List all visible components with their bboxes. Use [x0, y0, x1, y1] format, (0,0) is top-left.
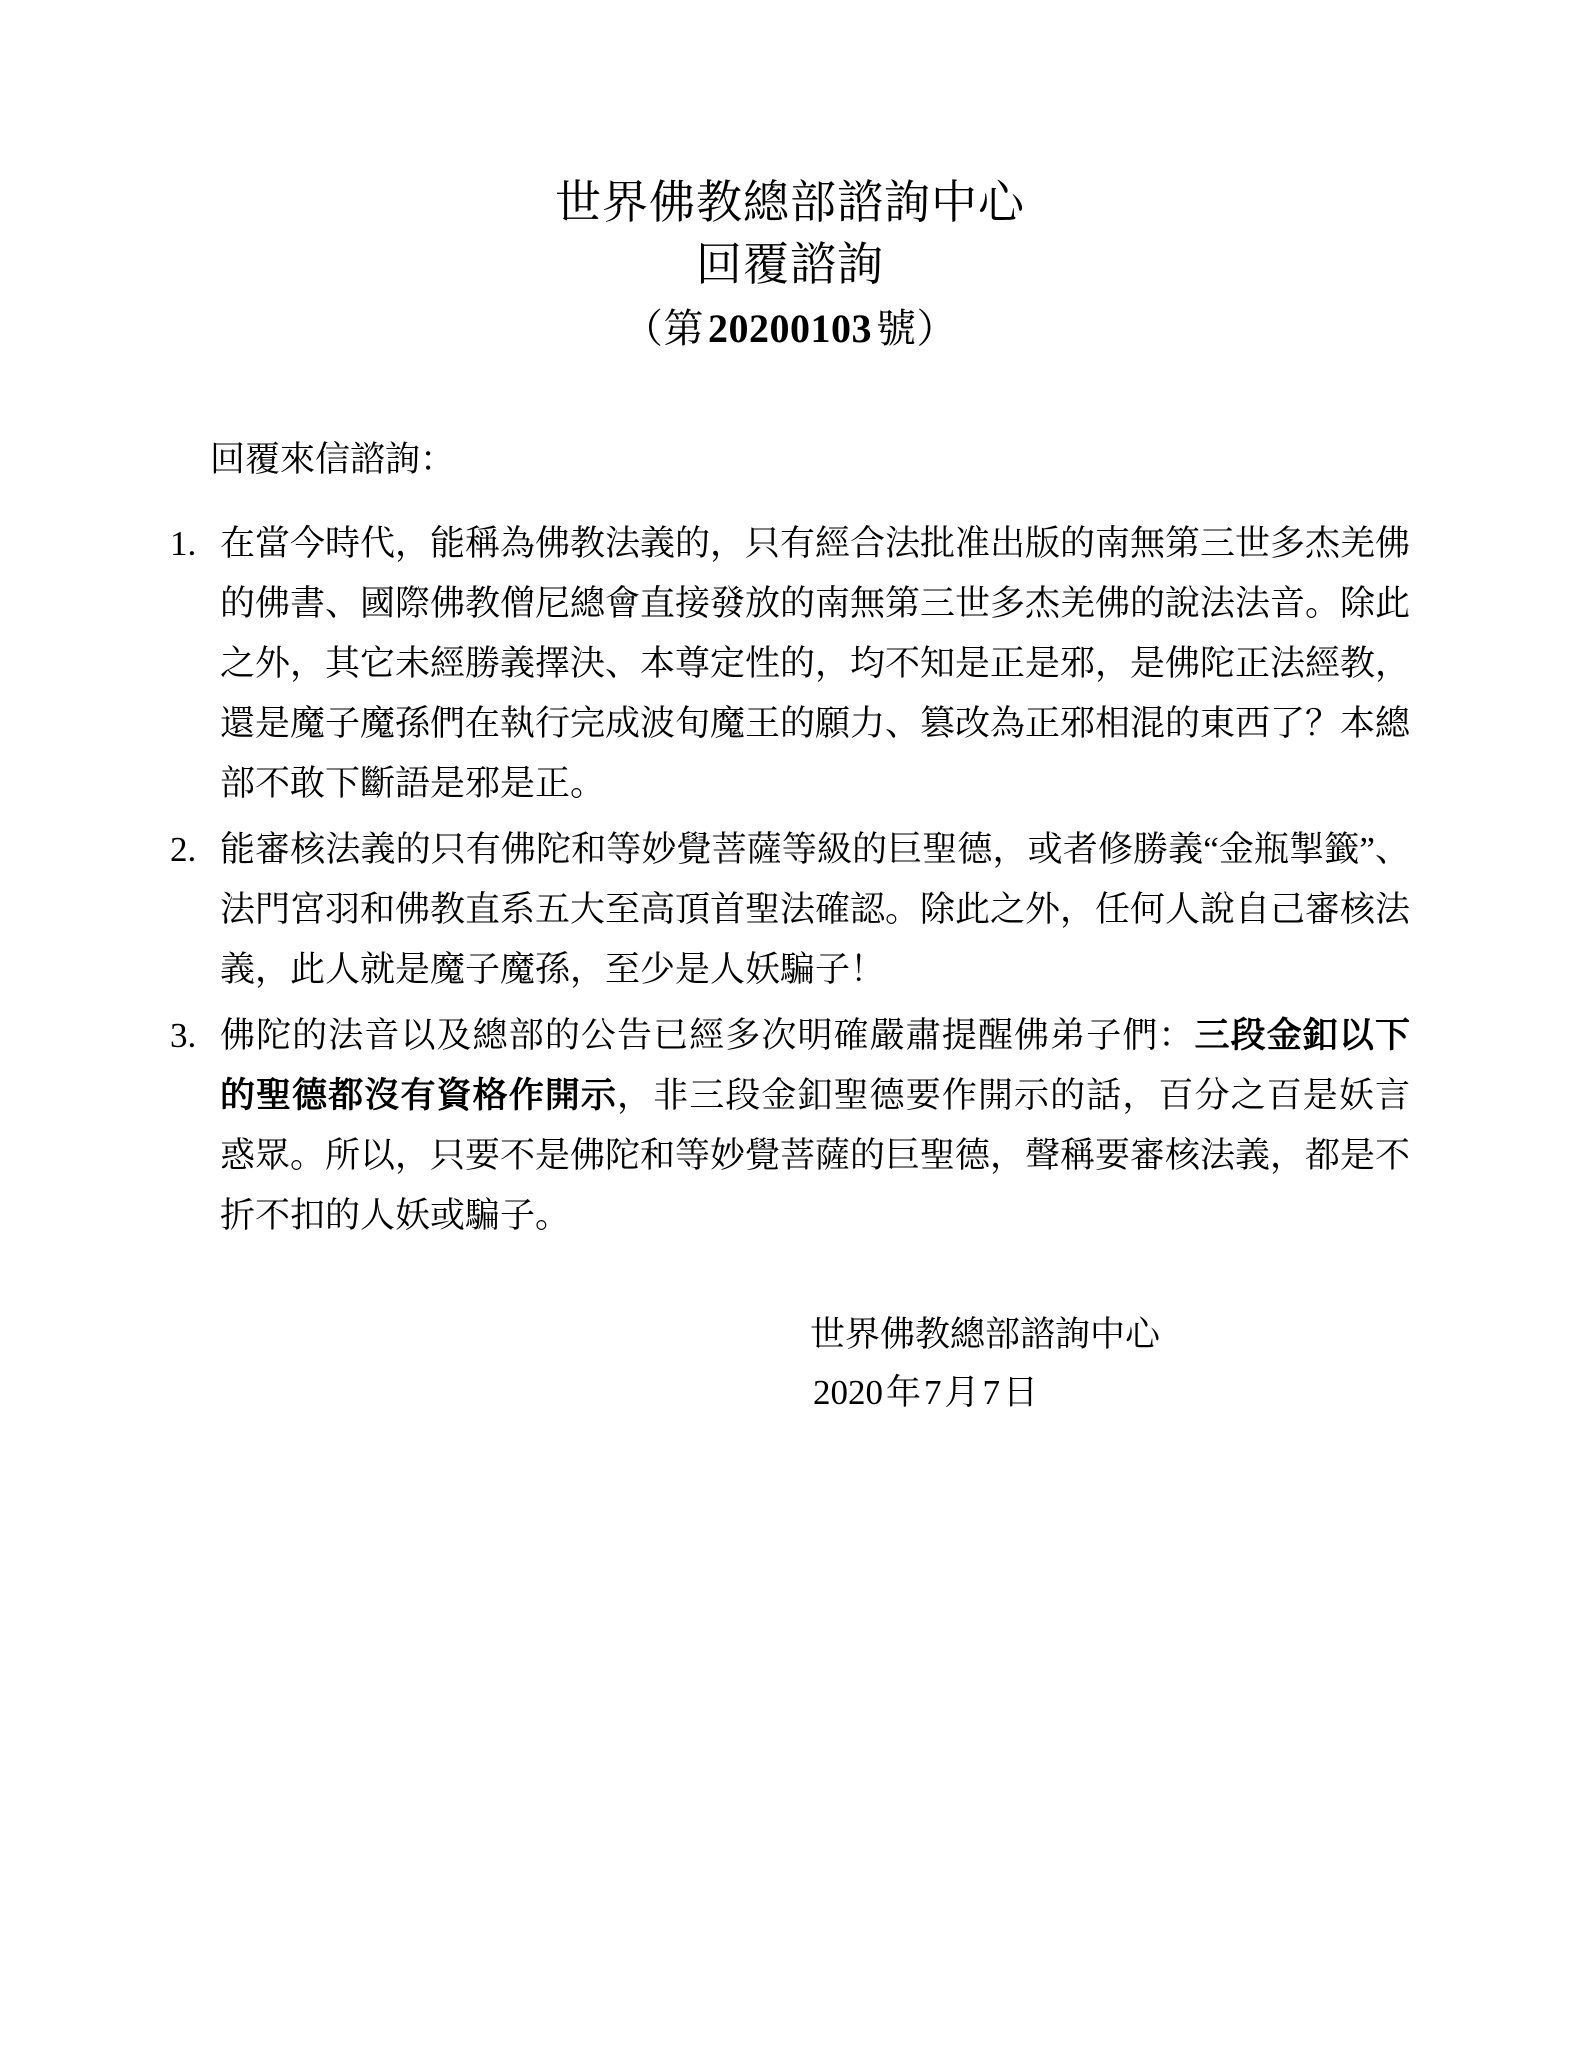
list-item [170, 820, 1410, 1000]
signature-date-month-label: 月 [944, 1373, 980, 1412]
list-item-emphasis-text: 三段金釦以下的聖德都沒有資格作開示 [220, 1016, 1410, 1115]
list-item-marker: 1. [170, 524, 197, 563]
list-item-text [220, 1006, 1410, 1246]
document-content [170, 0, 1410, 1422]
list-item-marker: 2. [170, 830, 197, 869]
document-title-line-2: 回覆諮詢 [696, 239, 884, 290]
document-number-line [170, 298, 1410, 360]
list-item [170, 1006, 1410, 1246]
signature-date-year-label: 年 [886, 1373, 922, 1412]
signature-date-day: 7 [982, 1373, 1001, 1412]
signature-date [810, 1364, 1410, 1422]
document-number-suffix: 號） [876, 306, 957, 351]
list-item [170, 514, 1410, 814]
signature-date-month: 7 [924, 1373, 942, 1412]
signature-date-year: 2020 [813, 1373, 883, 1412]
numbered-list [170, 514, 1410, 1246]
list-item-marker: 3. [170, 1016, 197, 1055]
signature-date-day-label: 日 [1003, 1373, 1039, 1412]
signature-block [170, 1306, 1410, 1422]
document-title-line-1: 世界佛教總部諮詢中心 [555, 177, 1025, 228]
list-item-text-before-emphasis: 佛陀的法音以及總部的公告已經多次明確嚴肅提醒佛弟子們： [220, 1016, 1195, 1055]
title-block [170, 0, 1410, 360]
salutation: 回覆來信諮詢： [210, 440, 456, 479]
document-number-prefix: （第 [623, 306, 704, 351]
document-number-value: 20200103 [708, 306, 872, 351]
signature-organization: 世界佛教總部諮詢中心 [810, 1315, 1161, 1354]
list-item-text-after-emphasis: ，非三段金釦聖德要作開示的話，百分之百是妖言惑眾。所以，只要不是佛陀和等妙覺菩薩的巨聖德，聲稱要審核法義，都是不折不扣的人妖或騙子。 [220, 1076, 1411, 1235]
list-item-text: 在當今時代，能稱為佛教法義的，只有經合法批准出版的南無第三世多杰羌佛的佛書、國際佛教僧尼總會直接發放的南無第三世多杰羌佛的說法法音。除此之外，其它未經勝義擇決、本尊定性的，均不知是正是邪，是佛陀正法經教，還是魔子魔孫們在執行完成波旬魔王的願力、篡改為正邪相混的東西了？本總部不敢下斷語是邪是正。 [220, 524, 1411, 803]
list-item-text: 能審核法義的只有佛陀和等妙覺菩薩等級的巨聖德，或者修勝義“金瓶掣籤”、法門宮羽和佛教直系五大至高頂首聖法確認。除此之外，任何人說自己審核法義，此人就是魔子魔孫，至少是人妖騙子！ [220, 830, 1411, 989]
